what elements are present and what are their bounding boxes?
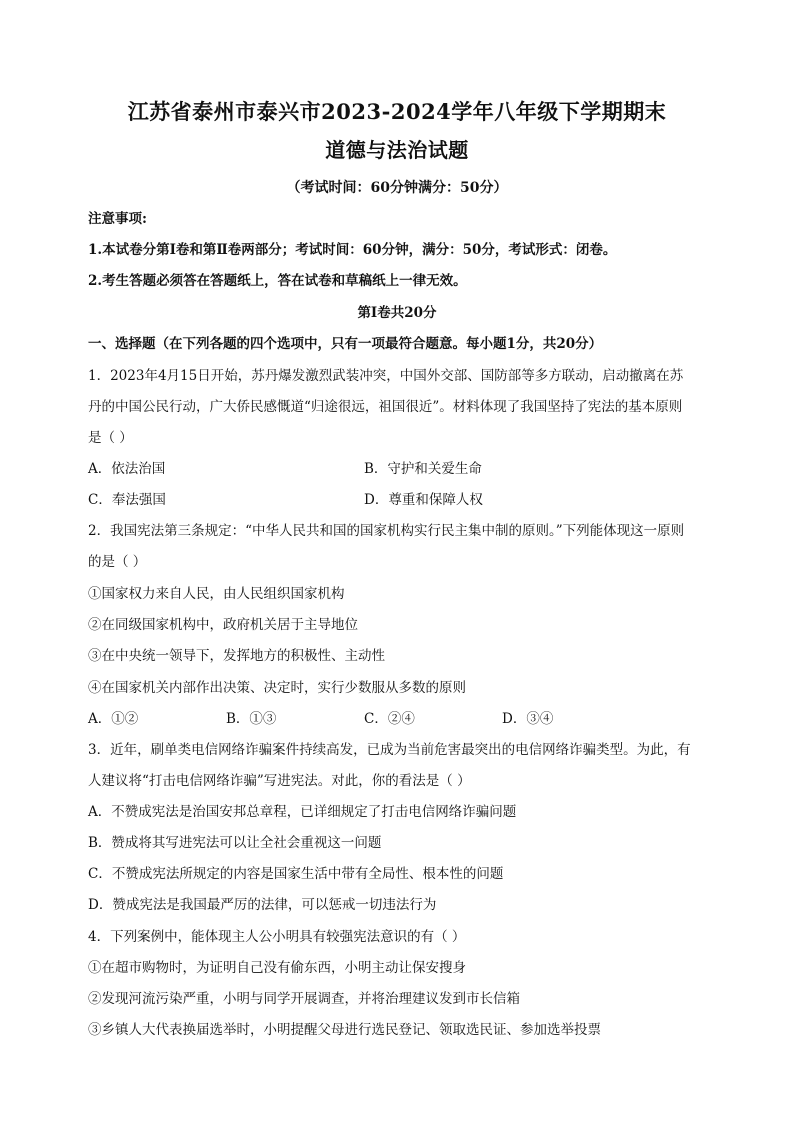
q1-option-a: A．依法治国 [88,461,166,477]
section-heading: 一、选择题（在下列各题的四个选项中，只有一项最符合题意。每小题1分，共20分） [88,336,603,352]
q2-statement-2: ②在同级国家机构中，政府机关居于主导地位 [88,617,358,633]
q2-line-1: 2．我国宪法第三条规定：“中华人民共和国的国家机构实行民主集中制的原则。”下列能体现这一原则 [88,523,685,539]
q1-option-b: B．守护和关爱生命 [364,461,482,477]
q3-option-a: A．不赞成宪法是治国安邦总章程，已详细规定了打击电信网络诈骗问题 [88,804,517,820]
q4-statement-3: ③乡镇人大代表换届选举时，小明提醒父母进行选民登记、领取选民证、参加选举投票 [88,1022,601,1038]
q3-line-1: 3．近年，刷单类电信网络诈骗案件持续高发，已成为当前危害最突出的电信网络诈骗类型。为此，有 [88,742,691,758]
q2-option-c: C．②④ [364,711,415,727]
q2-statement-4: ④在国家机关内部作出决策、决定时，实行少数服从多数的原则 [88,680,466,696]
q1-option-c: C．奉法强国 [88,492,166,508]
notice-item-1: 1.本试卷分第Ⅰ卷和第Ⅱ卷两部分；考试时间：60分钟，满分：50分，考试形式：闭卷。 [88,242,617,258]
q4-line-1: 4．下列案例中，能体现主人公小明具有较强宪法意识的有（ ） [88,929,466,945]
section-title: 第Ⅰ卷共20分 [357,305,437,321]
q2-statement-1: ①国家权力来自人民，由人民组织国家机构 [88,586,345,602]
exam-info: （考试时间：60分钟满分：50分） [286,180,508,196]
q1-option-d: D．尊重和保障人权 [364,492,483,508]
q2-statement-3: ③在中央统一领导下，发挥地方的积极性、主动性 [88,648,385,664]
notice-item-2: 2.考生答题必须答在答题纸上，答在试卷和草稿纸上一律无效。 [88,273,467,289]
exam-subject-title: 道德与法治试题 [325,138,469,162]
q3-line-2: 人建议将“打击电信网络诈骗”写进宪法。对此，你的看法是（ ） [88,773,471,789]
q3-option-b: B．赞成将其写进宪法可以让全社会重视这一问题 [88,835,382,851]
q3-option-d: D．赞成宪法是我国最严厉的法律，可以惩戒一切违法行为 [88,897,437,913]
q1-line-3: 是（ ） [88,430,133,446]
q1-line-1: 1．2023年4月15日开始，苏丹爆发激烈武装冲突，中国外交部、国防部等多方联动，启动撤离在苏 [88,368,684,384]
q2-option-d: D．③④ [502,711,554,727]
q3-option-c: C．不赞成宪法所规定的内容是国家生活中带有全局性、根本性的问题 [88,866,504,882]
q4-statement-2: ②发现河流污染严重，小明与同学开展调查，并将治理建议发到市长信箱 [88,991,520,1007]
q2-line-2: 的是（ ） [88,554,147,570]
q2-option-a: A．①② [88,711,139,727]
notice-heading: 注意事项: [88,211,147,227]
exam-title: 江苏省泰州市泰兴市2023-2024学年八年级下学期期末 [127,99,667,124]
q4-statement-1: ①在超市购物时，为证明自己没有偷东西，小明主动让保安搜身 [88,960,466,976]
q1-line-2: 丹的中国公民行动，广大侨民感慨道“归途很远，祖国很近”。材料体现了我国坚持了宪法的基本原则 [88,399,683,415]
q2-option-b: B．①③ [226,711,277,727]
